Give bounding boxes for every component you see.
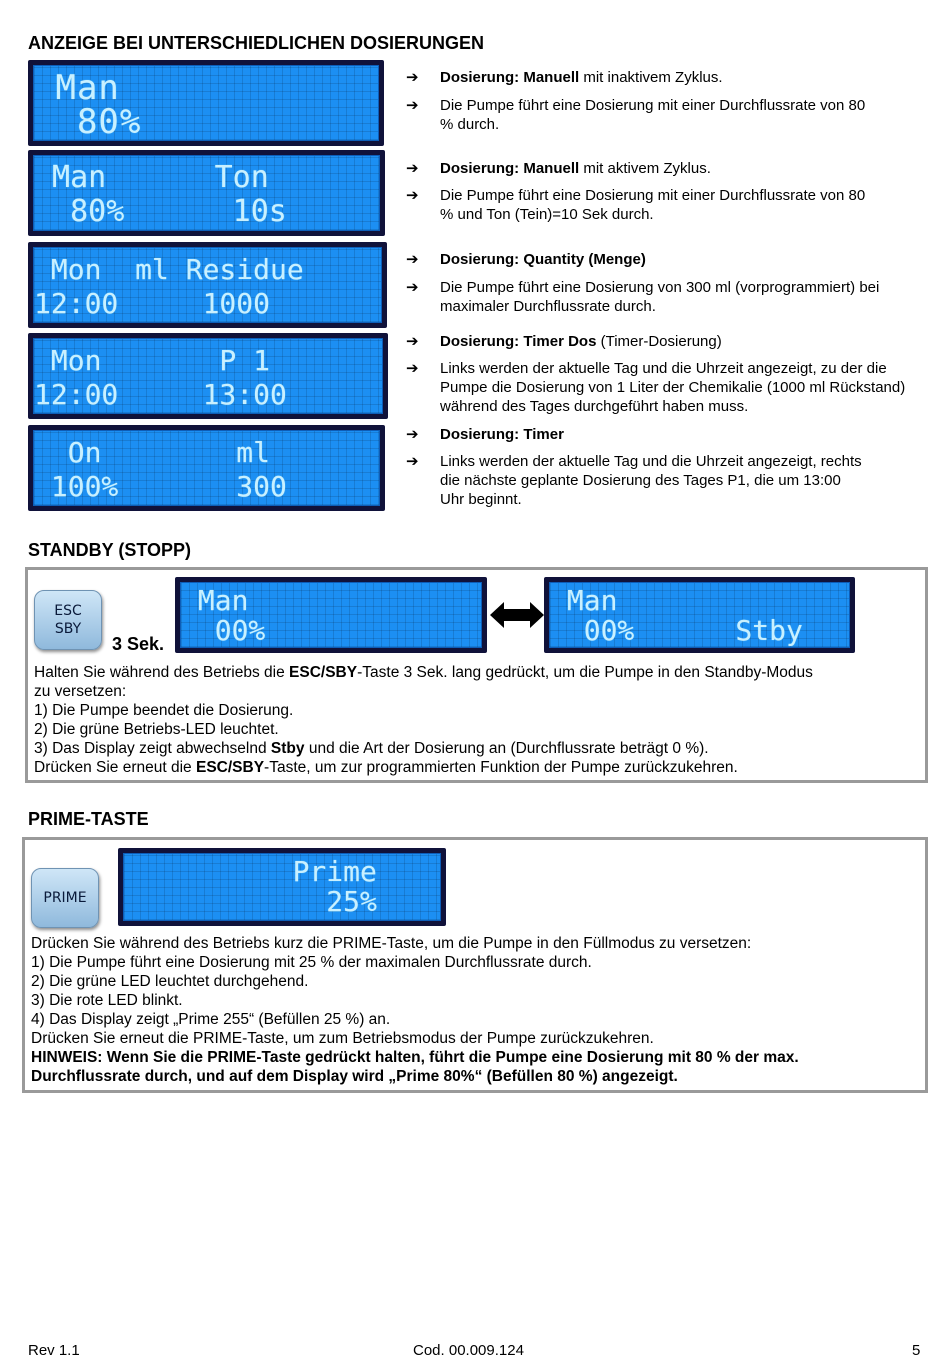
lcd-line-1: Man Ton xyxy=(34,160,269,195)
hold-duration: 3 Sek. xyxy=(112,634,165,654)
bullet-manual-inactive-desc xyxy=(406,96,926,134)
list-item: 3) Die rote LED blinkt. xyxy=(31,992,183,1009)
arrow-right-icon: ➔ xyxy=(406,251,419,268)
bullet-text: Links werden der aktuelle Tag und die Uhrzeit angezeigt, zu der die Pumpe die Dosierung von 1 Liter der Chemikalie (1000 ml Rückstand) während des Tages durchgeführt haben muss. xyxy=(440,360,906,415)
standby-instructions xyxy=(34,663,914,777)
lcd-line-1: Man xyxy=(550,584,618,617)
bullet-text: Die Pumpe führt eine Dosierung mit einer Durchflussrate von 80 % und Ton (Tein)=10 Sek durch. xyxy=(440,187,866,223)
prime-instructions xyxy=(31,934,911,1086)
bullet-text: Links werden der aktuelle Tag und die Uhrzeit angezeigt, rechts die nächste geplante Dosierung des Tages P1, die um 13:00 Uhr beginnt. xyxy=(440,453,862,508)
list-item: 1) Die Pumpe beendet die Dosierung. xyxy=(34,702,294,719)
bullet-bold: Dosierung: Timer Dos xyxy=(440,333,597,350)
text: und die Art der Dosierung an (Durchflussrate beträgt 0 %). xyxy=(304,740,709,757)
lcd-display-timer xyxy=(28,425,385,511)
lcd-display-standby-a xyxy=(175,577,487,653)
bullet-manual-active-desc xyxy=(406,186,926,224)
text: Drücken Sie erneut die PRIME-Taste, um zum Betriebsmodus der Pumpe zurückzukehren. xyxy=(31,1030,654,1047)
lcd-display-prime xyxy=(118,848,446,926)
lcd-line-2: 100% 300 xyxy=(34,470,287,503)
bullet-bold: Dosierung: Manuell xyxy=(440,69,580,86)
section-title-prime: PRIME-TASTE xyxy=(28,809,149,829)
text: zu versetzen: xyxy=(34,683,127,700)
bullet-text: Die Pumpe führt eine Dosierung mit einer Durchflussrate von 80 % durch. xyxy=(440,97,866,133)
lcd-line-1: Mon P 1 xyxy=(34,344,271,377)
footer-code: Cod. 00.009.124 xyxy=(413,1342,524,1359)
bullet-manual-inactive xyxy=(406,68,926,87)
lcd-line-1: On ml xyxy=(34,436,271,469)
text: Halten Sie während des Betriebs die xyxy=(34,664,290,681)
key-label: ESC xyxy=(54,603,82,619)
arrow-right-icon: ➔ xyxy=(406,97,419,114)
text: 3) Das Display zeigt abwechselnd xyxy=(34,740,271,757)
lcd-display-standby-b xyxy=(544,577,855,653)
double-arrow-icon xyxy=(488,600,546,630)
footer-page-number: 5 xyxy=(912,1342,921,1359)
arrow-right-icon: ➔ xyxy=(406,453,419,470)
lcd-line-1: Mon ml Residue xyxy=(34,253,304,286)
lcd-line-2: 00% Stby xyxy=(550,614,803,647)
lcd-line-2: 00% xyxy=(181,614,266,647)
bullet-manual-active xyxy=(406,159,926,178)
note-text: HINWEIS: Wenn Sie die PRIME-Taste gedrückt halten, führt die Pumpe eine Dosierung mit 80 % der max. xyxy=(31,1049,799,1066)
lcd-line-2: 12:00 13:00 xyxy=(34,378,287,411)
lcd-line-2: 25% xyxy=(124,885,377,918)
lcd-display-quantity xyxy=(28,242,387,328)
prime-key[interactable] xyxy=(31,868,99,928)
bullet-text: Die Pumpe führt eine Dosierung von 300 ml (vorprogrammiert) bei maximaler Durchflussrate durch. xyxy=(440,279,880,315)
text: -Taste 3 Sek. lang gedrückt, um die Pumpe in den Standby-Modus xyxy=(357,664,813,681)
standby-box xyxy=(25,567,928,783)
list-item: 2) Die grüne LED leuchtet durchgehend. xyxy=(31,973,309,990)
footer-revision: Rev 1.1 xyxy=(28,1342,80,1359)
bullet-timer-dos xyxy=(406,332,926,351)
list-item: 4) Das Display zeigt „Prime 255“ (Befüllen 25 %) an. xyxy=(31,1011,391,1028)
text-bold: ESC/SBY xyxy=(195,759,265,776)
lcd-line-1: Man xyxy=(34,68,120,108)
bullet-quantity-desc xyxy=(406,278,926,316)
text: -Taste, um zur programmierten Funktion der Pumpe zurückzukehren. xyxy=(264,759,738,776)
lcd-line-1: Man xyxy=(181,584,249,617)
arrow-right-icon: ➔ xyxy=(406,333,419,350)
bullet-bold: Dosierung: Quantity (Menge) xyxy=(440,251,646,268)
section-title-dosing: ANZEIGE BEI UNTERSCHIEDLICHEN DOSIERUNGEN xyxy=(28,33,485,53)
bullet-bold: Dosierung: Timer xyxy=(440,426,564,443)
lcd-line-2: 80% xyxy=(34,102,142,142)
lcd-line-2: 12:00 1000 xyxy=(34,287,271,320)
text-bold: Stby xyxy=(270,740,305,757)
arrow-right-icon: ➔ xyxy=(406,187,419,204)
lcd-display-timer-dos xyxy=(28,333,388,419)
prime-box xyxy=(22,837,928,1093)
bullet-timer-dos-desc xyxy=(406,359,926,416)
arrow-right-icon: ➔ xyxy=(406,69,419,86)
arrow-right-icon: ➔ xyxy=(406,279,419,296)
bullet-quantity xyxy=(406,250,926,269)
arrow-right-icon: ➔ xyxy=(406,160,419,177)
bullet-timer xyxy=(406,425,926,444)
text: Drücken Sie während des Betriebs kurz die PRIME-Taste, um die Pumpe in den Füllmodus zu versetzen: xyxy=(31,935,752,952)
lcd-line-1: Prime xyxy=(124,855,377,888)
list-item: 1) Die Pumpe führt eine Dosierung mit 25 % der maximalen Durchflussrate durch. xyxy=(31,954,592,971)
note-text: Durchflussrate durch, und auf dem Display wird „Prime 80%“ (Befüllen 80 %) angezeigt. xyxy=(31,1068,678,1085)
key-label: SBY xyxy=(54,621,82,637)
lcd-display-manual-inactive xyxy=(28,60,384,146)
esc-sby-key[interactable] xyxy=(34,590,102,650)
bullet-text: mit inaktivem Zyklus. xyxy=(579,69,723,86)
list-item: 2) Die grüne Betriebs-LED leuchtet. xyxy=(34,721,279,738)
text-bold: ESC/SBY xyxy=(289,664,358,681)
key-label: PRIME xyxy=(43,890,87,906)
text: Drücken Sie erneut die xyxy=(34,759,196,776)
section-title-standby: STANDBY (STOPP) xyxy=(28,540,192,560)
lcd-line-2: 80% 10s xyxy=(34,194,287,229)
bullet-text: (Timer-Dosierung) xyxy=(596,333,722,350)
arrow-right-icon: ➔ xyxy=(406,426,419,443)
bullet-text: mit aktivem Zyklus. xyxy=(579,160,711,177)
arrow-right-icon: ➔ xyxy=(406,360,419,377)
lcd-display-manual-active xyxy=(28,150,385,236)
bullet-bold: Dosierung: Manuell xyxy=(440,160,580,177)
bullet-timer-desc xyxy=(406,452,926,509)
list-item xyxy=(34,739,914,758)
